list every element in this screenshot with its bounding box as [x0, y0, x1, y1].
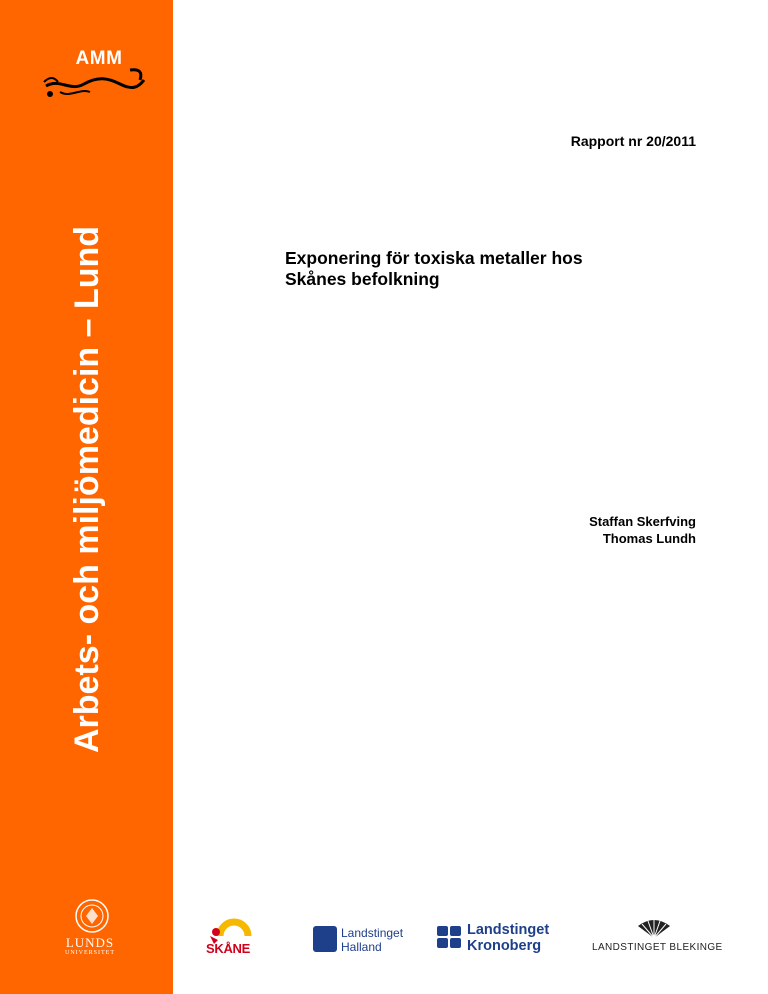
landstinget-halland-logo-icon: [313, 926, 337, 952]
sponsor-kronoberg: [467, 922, 549, 954]
university-sub: UNIVERSITET: [65, 950, 115, 956]
sponsor-kronoberg-line-2: Kronoberg: [467, 938, 542, 954]
report-number: Rapport nr 20/2011: [570, 133, 696, 149]
report-title: [285, 248, 685, 290]
amm-logo-text: AMM: [75, 48, 123, 69]
sponsor-halland-line-2: Halland: [341, 940, 382, 954]
sponsor-kronoberg-line-1: Landstinget: [467, 922, 550, 938]
snake-staff-icon: [40, 48, 150, 108]
author: Staffan Skerfving: [589, 514, 696, 529]
university-name: LUNDS: [65, 935, 115, 950]
author: Thomas Lundh: [602, 531, 696, 546]
authors: [589, 513, 696, 547]
sponsor-skane: SKÅNE: [206, 941, 251, 956]
landstinget-blekinge-logo-icon: [636, 918, 672, 940]
landstinget-kronoberg-logo-icon: [437, 926, 463, 950]
sponsor-blekinge: LANDSTINGET BLEKINGE: [592, 942, 723, 953]
report-title-line-2: Skånes befolkning: [285, 269, 440, 289]
report-title-line-1: Exponering för toxiska metaller hos: [285, 248, 583, 268]
sponsor-halland-line-1: Landstinget: [341, 926, 404, 940]
sponsor-halland: [341, 926, 403, 954]
department-title: Arbets- och miljömedicin – Lund: [68, 225, 106, 753]
sidebar: [0, 0, 173, 994]
amm-logo: [40, 48, 150, 108]
